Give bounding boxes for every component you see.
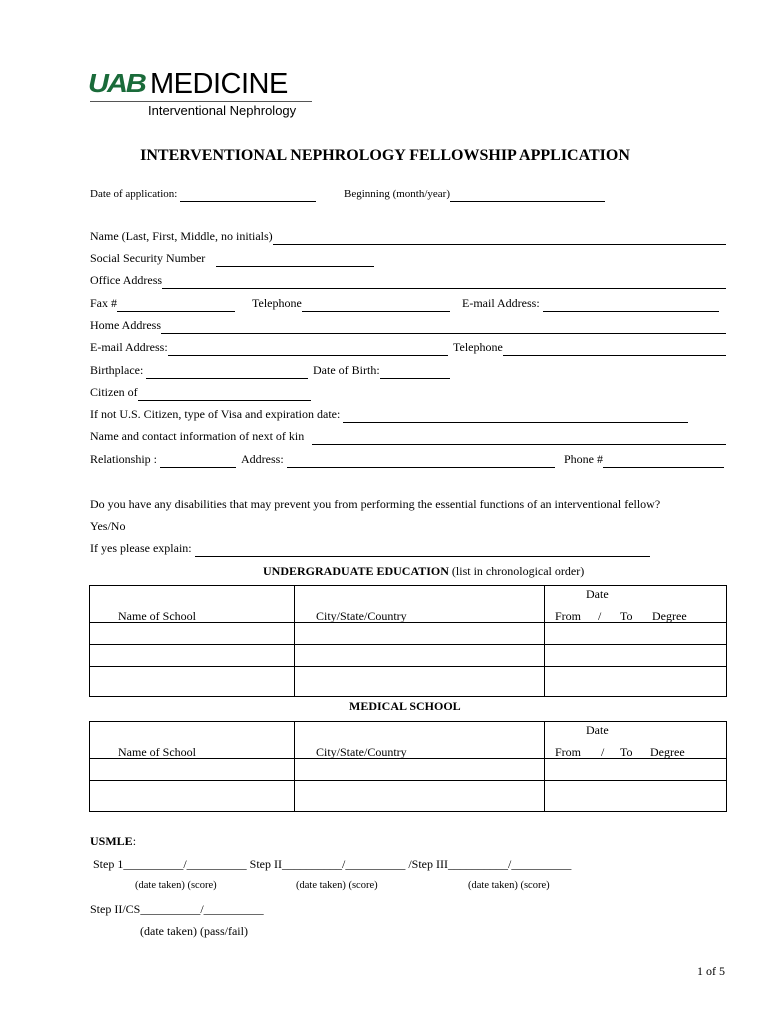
date-of-application-field[interactable]	[90, 186, 316, 202]
logo-subtitle: Interventional Nephrology	[148, 103, 297, 118]
ssn-label: Social Security Number	[90, 251, 206, 265]
visa-input[interactable]	[343, 407, 688, 423]
undergrad-col-city: City/State/Country	[316, 609, 407, 623]
phone-input[interactable]	[603, 452, 724, 468]
usmle-heading-text: USMLE	[90, 834, 133, 848]
visa-field[interactable]	[90, 407, 688, 423]
citizen-label: Citizen of	[90, 385, 138, 399]
disability-explain-input[interactable]	[195, 541, 650, 557]
ssn-field[interactable]	[90, 251, 374, 267]
undergrad-date-label: Date	[586, 587, 609, 601]
beginning-label: Beginning (month/year)	[344, 188, 451, 200]
ssn-input[interactable]	[216, 251, 374, 267]
medschool-col-from: From	[555, 745, 582, 759]
fax-field[interactable]	[90, 296, 235, 312]
telephone2-input[interactable]	[503, 340, 726, 356]
email2-input[interactable]	[168, 340, 448, 356]
usmle-steps[interactable]: Step 1__________/__________ Step II__________/__________ /Step III__________/__________	[93, 857, 572, 871]
phone-label: Phone #	[564, 452, 603, 466]
address-input[interactable]	[287, 452, 555, 468]
birthplace-field[interactable]	[90, 363, 308, 379]
dob-field[interactable]	[313, 363, 450, 379]
relationship-input[interactable]	[160, 452, 236, 468]
relationship-field[interactable]	[90, 452, 236, 468]
usmle-caption-cs: (date taken) (pass/fail)	[140, 924, 248, 938]
logo-mark: UAB	[88, 69, 145, 99]
telephone-input[interactable]	[302, 296, 450, 312]
undergrad-heading	[263, 564, 584, 579]
name-label: Name (Last, First, Middle, no initials)	[90, 229, 273, 243]
dob-input[interactable]	[380, 363, 450, 379]
disability-question: Do you have any disabilities that may prevent you from performing the essential functions of an interventional fellow?	[90, 497, 661, 511]
home-address-label: Home Address	[90, 318, 161, 332]
fax-label: Fax #	[90, 296, 117, 310]
date-of-application-input[interactable]	[180, 186, 316, 202]
fax-input[interactable]	[117, 296, 235, 312]
undergrad-col-school: Name of School	[118, 609, 196, 623]
usmle-caption-1: (date taken) (score)	[135, 880, 217, 891]
office-address-input[interactable]	[162, 273, 726, 289]
visa-label: If not U.S. Citizen, type of Visa and expiration date:	[90, 407, 341, 421]
disability-explain-field[interactable]	[90, 541, 650, 557]
home-address-field[interactable]	[90, 318, 726, 334]
medschool-col-school: Name of School	[118, 745, 196, 759]
email-input[interactable]	[543, 296, 719, 312]
disability-explain-label: If yes please explain:	[90, 541, 192, 555]
email-label: E-mail Address:	[462, 296, 540, 310]
address-field[interactable]	[241, 452, 555, 468]
usmle-caption-2: (date taken) (score)	[296, 880, 378, 891]
medschool-col-degree: Degree	[650, 745, 685, 759]
email2-field[interactable]	[90, 340, 448, 356]
beginning-field[interactable]	[344, 186, 605, 202]
disability-yesno[interactable]: Yes/No	[90, 519, 126, 533]
dob-label: Date of Birth:	[313, 363, 380, 377]
name-field[interactable]	[90, 229, 726, 245]
beginning-input[interactable]	[450, 186, 605, 202]
birthplace-input[interactable]	[146, 363, 308, 379]
logo-divider	[90, 101, 312, 102]
name-input[interactable]	[273, 229, 726, 245]
usmle-caption-3: (date taken) (score)	[468, 880, 550, 891]
citizen-field[interactable]	[90, 385, 311, 401]
medschool-date-label: Date	[586, 723, 609, 737]
telephone2-label: Telephone	[453, 340, 503, 354]
date-of-application-label: Date of application:	[90, 188, 178, 200]
birthplace-label: Birthplace:	[90, 363, 144, 377]
next-of-kin-field[interactable]	[90, 429, 726, 445]
telephone-field[interactable]	[252, 296, 450, 312]
next-of-kin-label: Name and contact information of next of kin	[90, 429, 305, 443]
logo-word: MEDICINE	[150, 68, 288, 100]
medschool-col-to: To	[620, 745, 633, 759]
undergrad-heading-text: UNDERGRADUATE EDUCATION	[263, 564, 449, 578]
telephone-label: Telephone	[252, 296, 302, 310]
logo	[88, 68, 313, 120]
citizen-input[interactable]	[138, 385, 311, 401]
medschool-col-slash: /	[601, 745, 605, 759]
undergrad-col-to: To	[620, 609, 633, 623]
undergrad-col-from: From	[555, 609, 582, 623]
page-number: 1 of 5	[697, 964, 725, 978]
undergrad-note: (list in chronological order)	[451, 564, 585, 578]
email2-label: E-mail Address:	[90, 340, 168, 354]
telephone2-field[interactable]	[453, 340, 726, 356]
undergrad-col-slash: /	[598, 609, 602, 623]
phone-field[interactable]	[564, 452, 724, 468]
page-title: INTERVENTIONAL NEPHROLOGY FELLOWSHIP APPLICATION	[140, 147, 630, 164]
office-address-label: Office Address	[90, 273, 163, 287]
next-of-kin-input[interactable]	[312, 429, 726, 445]
email-field[interactable]	[462, 296, 719, 312]
undergrad-col-degree: Degree	[652, 609, 687, 623]
usmle-heading	[90, 834, 136, 849]
relationship-label: Relationship :	[90, 452, 157, 466]
usmle-colon: :	[132, 834, 137, 848]
address-label: Address:	[241, 452, 284, 466]
usmle-step2cs[interactable]: Step II/CS__________/__________	[90, 902, 264, 916]
medschool-heading: MEDICAL SCHOOL	[349, 699, 461, 713]
office-address-field[interactable]	[90, 273, 726, 289]
medschool-col-city: City/State/Country	[316, 745, 407, 759]
home-address-input[interactable]	[161, 318, 726, 334]
